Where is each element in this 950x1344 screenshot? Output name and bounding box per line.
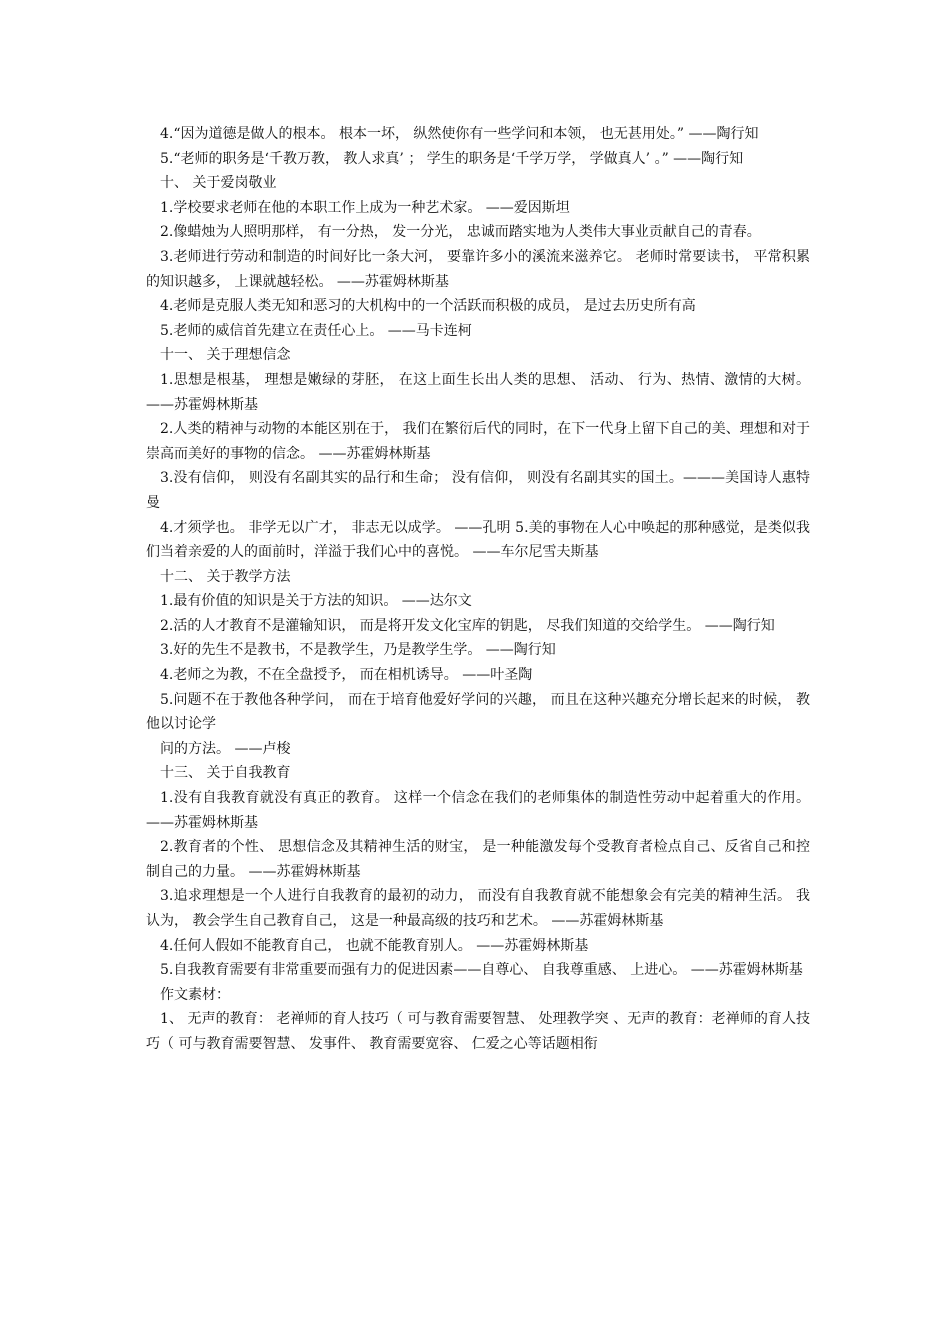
paragraph: 4.“因为道德是做人的根本。 根本一坏， 纵然使你有一些学问和本领， 也无甚用处。” ——陶行知 [160,126,759,142]
paragraph: 3.好的先生不是教书，不是教学生，乃是教学生学。 ——陶行知 [160,642,556,659]
paragraph: 十二、 关于教学方法 [160,568,291,585]
paragraph: 3.追求理想是一个人进行自我教育的最初的动力， 而没有自我教育就不能想象会有完美的精神生活。 我认为， 教会学生自己教育自己， 这是一种最高级的技巧和艺术。 ——苏霍姆林斯基 [146,888,810,929]
paragraph: 3.没有信仰， 则没有名副其实的品行和生命； 没有信仰， 则没有名副其实的国土。———美国诗人惠特曼 [146,470,810,511]
paragraph: 5.问题不在于教他各种学问， 而在于培育他爱好学问的兴趣， 而且在这种兴趣充分增长起来的时候， 教他以讨论学 [146,691,810,733]
paragraph: 1.学校要求老师在他的本职工作上成为一种艺术家。 ——爱因斯坦 [160,199,570,216]
paragraph: 十一、 关于理想信念 [160,347,291,364]
paragraph: 5.老师的威信首先建立在责任心上。 ——马卡连柯 [160,322,472,339]
paragraph: 5.自我教育需要有非常重要而强有力的促进因素——自尊心、 自我尊重感、 上进心。 ——苏霍姆林斯基 [160,962,803,979]
paragraph: 1.最有价值的知识是关于方法的知识。 ——达尔文 [160,593,472,610]
paragraph: 十三、 关于自我教育 [160,765,291,782]
paragraph: 3.老师进行劳动和制造的时间好比一条大河， 要靠许多小的溪流来滋养它。 老师时常要读书， 平常积累的知识越多， 上课就越轻松。 ——苏霍姆林斯基 [146,248,810,290]
document-body [146,122,810,1057]
paragraph: 1.思想是根基， 理想是嫩绿的芽胚， 在这上面生长出人类的思想、 活动、 行为、热情、激情的大树。 ——苏霍姆林斯基 [146,371,810,413]
paragraph: 4.才须学也。 非学无以广才， 非志无以成学。 ——孔明 5.美的事物在人心中唤起的那种感觉，是类似我们当着亲爱的人的面前时，洋溢于我们心中的喜悦。 ——车尔尼雪夫斯基 [146,519,810,561]
paragraph: 作文素材： [160,986,230,1003]
paragraph: 1.没有自我教育就没有真正的教育。 这样一个信念在我们的老师集体的制造性劳动中起着重大的作用。 ——苏霍姆林斯基 [146,790,810,831]
paragraph: 2.活的人才教育不是灌输知识， 而是将开发文化宝库的钥匙， 尽我们知道的交给学生。 ——陶行知 [160,617,775,634]
paragraph: 问的方法。 ——卢梭 [160,740,291,757]
paragraph: 1、 无声的教育： 老禅师的育人技巧（ 可与教育需要智慧、 处理教学突 、无声的教育：老禅师的育人技巧（ 可与教育需要智慧、 发事件、 教育需要宽容、 仁爱之心等话题相衔 [146,1011,810,1052]
paragraph: 4.老师是克服人类无知和恶习的大机构中的一个活跃而积极的成员， 是过去历史所有高 [160,298,696,315]
paragraph: 4.任何人假如不能教育自己， 也就不能教育别人。 ——苏霍姆林斯基 [160,937,589,954]
paragraph: 2.教育者的个性、 思想信念及其精神生活的财宝， 是一种能激发每个受教育者检点自己、反省自己和控制自己的力量。 ——苏霍姆林斯基 [146,839,810,880]
paragraph: 2.人类的精神与动物的本能区别在于， 我们在繁衍后代的同时，在下一代身上留下自己的美、理想和对于崇高而美好的事物的信念。 ——苏霍姆林斯基 [146,421,810,462]
paragraph: 十、 关于爱岗敬业 [160,175,277,192]
paragraph: 2.像蜡烛为人照明那样， 有一分热， 发一分光， 忠诚而踏实地为人类伟大事业贡献自己的青春。 [160,224,761,241]
paragraph: 5.“老师的职务是‘千教万教， 教人求真’ ； 学生的职务是‘千学万学， 学做真人’ 。” ——陶行知 [160,150,744,167]
paragraph: 4.老师之为教，不在全盘授予， 而在相机诱导。 ——叶圣陶 [160,667,533,684]
